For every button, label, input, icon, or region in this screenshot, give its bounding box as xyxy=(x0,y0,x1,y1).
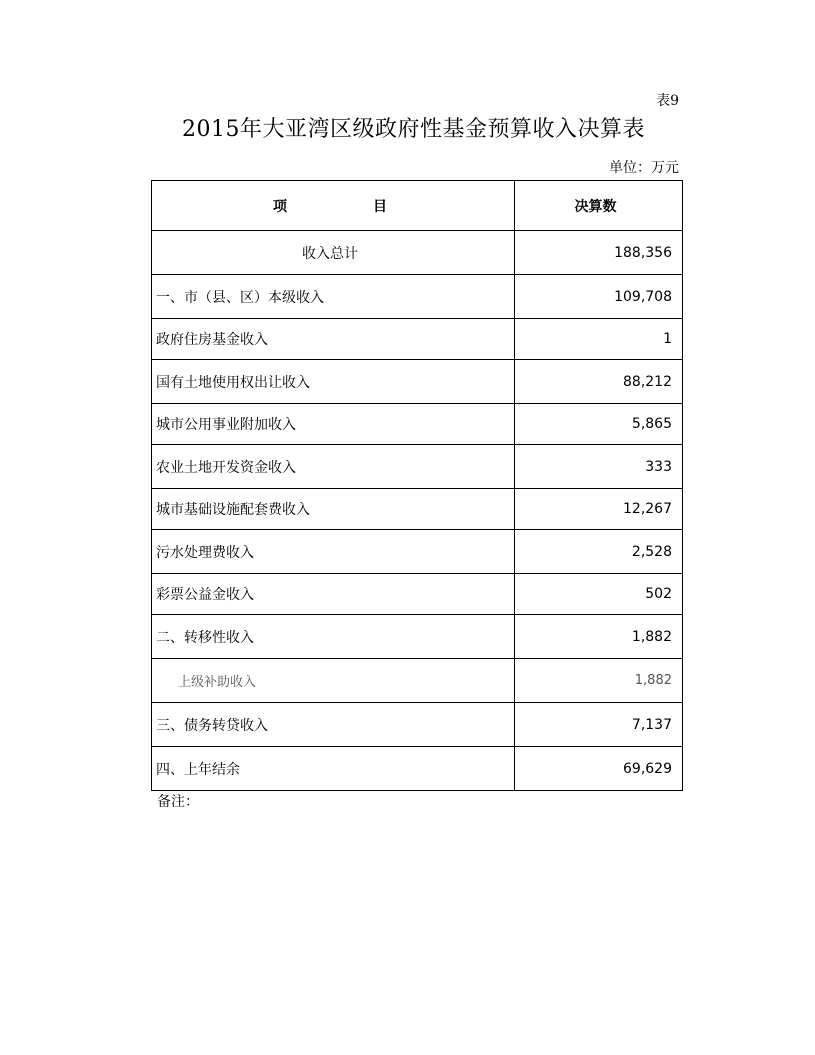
row-label: 国有土地使用权出让收入 xyxy=(152,360,515,404)
budget-table xyxy=(151,180,683,791)
table-row xyxy=(152,404,683,445)
page-title: 2015年大亚湾区级政府性基金预算收入决算表 xyxy=(182,117,645,142)
row-label: 农业土地开发资金收入 xyxy=(152,445,515,489)
table-row xyxy=(152,747,683,791)
row-label: 三、债务转贷收入 xyxy=(152,703,515,747)
table-row xyxy=(152,615,683,659)
table-row xyxy=(152,574,683,615)
row-value: 88,212 xyxy=(515,360,683,404)
row-label: 政府住房基金收入 xyxy=(152,319,515,360)
row-value: 1,882 xyxy=(515,615,683,659)
row-value: 502 xyxy=(515,574,683,615)
table-header-row xyxy=(152,181,683,231)
row-label: 一、市（县、区）本级收入 xyxy=(152,275,515,319)
row-label: 城市公用事业附加收入 xyxy=(152,404,515,445)
header-item-part1: 项 xyxy=(273,198,287,215)
row-label: 二、转移性收入 xyxy=(152,615,515,659)
header-item-part2: 目 xyxy=(373,198,387,215)
table-row xyxy=(152,530,683,574)
row-label: 彩票公益金收入 xyxy=(152,574,515,615)
row-value: 1 xyxy=(515,319,683,360)
row-value: 188,356 xyxy=(515,231,683,275)
header-amount: 决算数 xyxy=(515,181,683,231)
row-value: 12,267 xyxy=(515,489,683,530)
row-value: 5,865 xyxy=(515,404,683,445)
row-value: 7,137 xyxy=(515,703,683,747)
table-row xyxy=(152,445,683,489)
row-value: 109,708 xyxy=(515,275,683,319)
header-item xyxy=(152,181,515,231)
table-row xyxy=(152,489,683,530)
table-number: 表9 xyxy=(656,93,679,109)
row-label: 污水处理费收入 xyxy=(152,530,515,574)
table-row xyxy=(152,360,683,404)
row-value: 2,528 xyxy=(515,530,683,574)
row-label: 城市基础设施配套费收入 xyxy=(152,489,515,530)
table-row xyxy=(152,319,683,360)
row-label: 四、上年结余 xyxy=(152,747,515,791)
table-row xyxy=(152,703,683,747)
table-row-total xyxy=(152,231,683,275)
row-value: 69,629 xyxy=(515,747,683,791)
unit-label: 单位：万元 xyxy=(609,160,679,176)
table-row xyxy=(152,275,683,319)
row-value: 1,882 xyxy=(515,659,683,703)
table-row-sub xyxy=(152,659,683,703)
row-value: 333 xyxy=(515,445,683,489)
note-label: 备注： xyxy=(157,794,199,810)
row-label: 上级补助收入 xyxy=(152,659,515,703)
row-label: 收入总计 xyxy=(152,231,515,275)
